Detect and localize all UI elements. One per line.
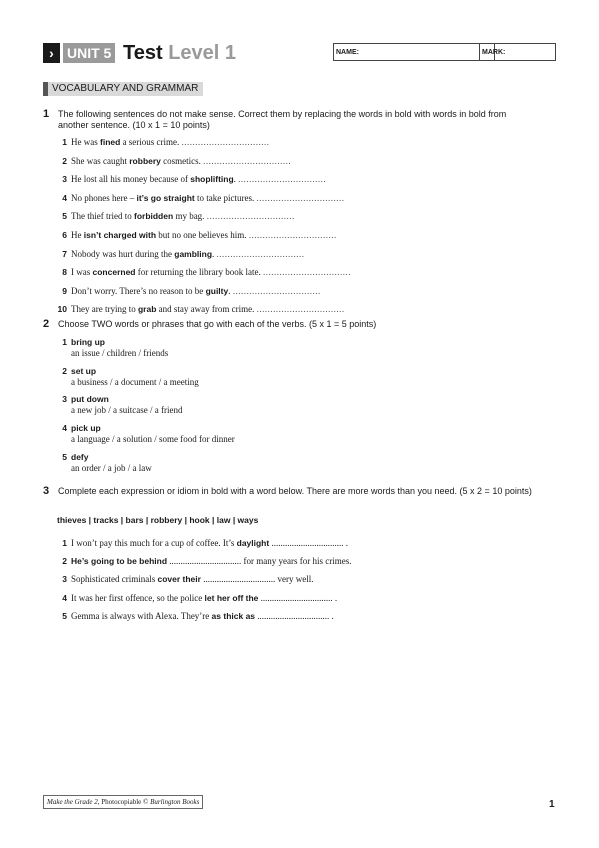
test-word: Test xyxy=(123,42,163,64)
item-number: 7 xyxy=(62,248,67,259)
bold-word: concerned xyxy=(92,267,136,278)
sentence-start: Gemma is always with Alexa. They’re xyxy=(71,610,212,621)
bold-word: robbery xyxy=(129,155,161,166)
sentence-start: Don’t worry. There’s no reason to be xyxy=(71,285,206,296)
page-number: 1 xyxy=(549,799,555,810)
item-number: 1 xyxy=(62,337,67,347)
publisher-name: Burlington Books xyxy=(150,798,200,806)
bold-word: guilty xyxy=(205,285,229,296)
item-number: 4 xyxy=(62,423,67,434)
item-number: 5 xyxy=(62,451,67,462)
sentence-end: my bag. xyxy=(173,211,207,222)
bold-word: let her off the xyxy=(204,592,259,603)
sentence-start: No phones here – xyxy=(71,192,137,203)
question-number: 1 xyxy=(43,108,50,120)
item-number: 5 xyxy=(62,211,67,222)
sentence-start: Sophisticated criminals xyxy=(71,574,158,585)
sentence-end: to take pictures. xyxy=(194,192,257,203)
sentence-text xyxy=(71,593,337,603)
sentence-start: He was xyxy=(71,137,100,147)
test-header xyxy=(43,43,556,65)
sentence-start: He xyxy=(71,230,84,240)
sentence-text xyxy=(71,574,313,584)
sentence-end: for returning the library book late. xyxy=(135,267,263,278)
sentence-text xyxy=(71,174,326,184)
sentence-text xyxy=(71,211,295,221)
sentence-start: It was her first offence, so the police xyxy=(71,592,205,603)
book-title: Make the Grade 2, xyxy=(47,798,100,806)
item-number: 1 xyxy=(62,538,67,548)
item-number: 3 xyxy=(62,174,67,185)
word-bank: thieves | tracks | bars | robbery | hook | law | ways xyxy=(57,515,259,525)
question-number: 2 xyxy=(43,318,50,330)
answer-blank[interactable]: ................................ xyxy=(181,137,270,147)
name-field[interactable] xyxy=(333,43,495,61)
item-number: 8 xyxy=(62,267,67,278)
answer-blank[interactable]: ................................ xyxy=(203,155,292,166)
mark-field[interactable] xyxy=(479,43,556,61)
bold-word: isn’t charged with xyxy=(83,230,157,240)
option-list[interactable]: an order / a job / a law xyxy=(71,462,152,473)
bold-word: it’s go straight xyxy=(136,192,195,203)
bold-word: shoplifting xyxy=(190,174,234,185)
sentence-start: She was caught xyxy=(71,155,130,166)
bold-word: daylight xyxy=(236,538,270,548)
sentence-text xyxy=(71,286,321,296)
sentence-end[interactable]: ................................ . xyxy=(258,592,338,603)
sentence-text xyxy=(71,611,334,621)
answer-blank[interactable]: ................................ xyxy=(248,230,337,240)
sentence-text xyxy=(71,156,291,166)
sentence-start: I won’t pay this much for a cup of coffee. It’s xyxy=(71,538,237,548)
section-header: VOCABULARY AND GRAMMAR xyxy=(43,82,203,96)
sentence-text xyxy=(71,230,337,240)
verb-phrase: pick up xyxy=(71,423,101,434)
sentence-end: cosmetics. xyxy=(160,155,204,166)
answer-blank[interactable]: ................................ xyxy=(238,174,327,185)
bold-word: as thick as xyxy=(211,610,256,621)
sentence-start: They are trying to xyxy=(71,304,138,315)
item-number: 4 xyxy=(62,192,67,203)
answer-blank[interactable]: ................................ xyxy=(256,304,345,315)
bold-word: He’s going to be behind xyxy=(71,556,168,567)
item-number: 10 xyxy=(57,304,67,315)
item-number: 2 xyxy=(62,155,67,166)
answer-blank[interactable]: ................................ xyxy=(262,267,351,278)
sentence-text xyxy=(71,556,351,566)
verb-phrase: put down xyxy=(71,394,109,405)
copyright-text: Photocopiable © xyxy=(99,798,151,806)
sentence-start: He lost all his money because of xyxy=(71,174,191,185)
question-instructions: Choose TWO words or phrases that go with each of the verbs. (5 x 1 = 5 points) xyxy=(58,319,377,329)
sentence-end[interactable]: ................................ for many years for his crimes. xyxy=(167,556,352,567)
sentence-start: Nobody was hurt during the xyxy=(71,248,175,259)
sentence-text xyxy=(71,267,351,277)
bold-word: gambling xyxy=(174,248,213,259)
sentence-start: The thief tried to xyxy=(71,211,134,222)
sentence-end[interactable]: ................................ . xyxy=(269,538,348,548)
option-list[interactable]: a business / a document / a meeting xyxy=(71,376,199,387)
option-list[interactable]: a language / a solution / some food for dinner xyxy=(71,434,235,445)
verb-phrase: set up xyxy=(71,365,97,376)
item-number: 2 xyxy=(62,556,67,567)
item-number: 1 xyxy=(62,137,67,147)
test-title xyxy=(123,42,236,65)
level-label: Level 1 xyxy=(168,42,237,64)
name-label: NAME: xyxy=(336,49,359,56)
verb-phrase: bring up xyxy=(71,337,105,347)
question-number: 3 xyxy=(43,485,50,497)
item-number: 5 xyxy=(62,610,67,621)
option-list[interactable]: an issue / children / friends xyxy=(71,348,169,358)
answer-blank[interactable]: ................................ xyxy=(206,211,295,222)
item-number: 2 xyxy=(62,365,67,376)
sentence-end: a serious crime. xyxy=(120,137,182,147)
item-number: 4 xyxy=(62,592,67,603)
arrow-icon: › xyxy=(43,43,60,63)
item-number: 3 xyxy=(62,394,67,405)
item-number: 6 xyxy=(62,230,67,240)
verb-phrase: defy xyxy=(71,451,89,462)
item-number: 3 xyxy=(62,574,67,585)
question-instructions: Complete each expression or idiom in bold with a word below. There are more words than you need. (5 x 2 = 10 points) xyxy=(58,486,532,496)
unit-label: UNIT 5 xyxy=(63,43,115,63)
question-instructions: The following sentences do not make sense. Correct them by replacing the words in bold with words in bold from another sentence. (10 x 1 = 10 points) xyxy=(58,109,507,130)
bold-word: cover their xyxy=(157,574,201,585)
sentence-end: but no one believes him. xyxy=(156,230,249,240)
bold-word: fined xyxy=(100,137,121,147)
sentence-start: I was xyxy=(71,267,93,278)
footer-credit xyxy=(43,795,203,809)
answer-blank[interactable]: ................................ xyxy=(216,248,305,259)
sentence-text xyxy=(71,304,345,314)
sentence-end: . xyxy=(212,248,217,259)
sentence-end[interactable]: ................................ . xyxy=(255,610,334,621)
sentence-end[interactable]: ................................ very well. xyxy=(200,574,314,585)
sentence-end: and stay away from crime. xyxy=(156,304,257,315)
sentence-end: . xyxy=(233,174,239,185)
item-number: 9 xyxy=(62,285,67,296)
sentence-text xyxy=(71,137,270,147)
sentence-text xyxy=(71,193,344,203)
bold-word: grab xyxy=(137,304,157,315)
mark-label: MARK: xyxy=(482,49,506,56)
sentence-text xyxy=(71,538,348,548)
answer-blank[interactable]: ................................ xyxy=(256,192,345,203)
sentence-end: . xyxy=(228,285,233,296)
answer-blank[interactable]: ................................ xyxy=(232,285,321,296)
sentence-text xyxy=(71,249,305,259)
bold-word: forbidden xyxy=(133,211,174,222)
option-list[interactable]: a new job / a suitcase / a friend xyxy=(71,405,183,416)
